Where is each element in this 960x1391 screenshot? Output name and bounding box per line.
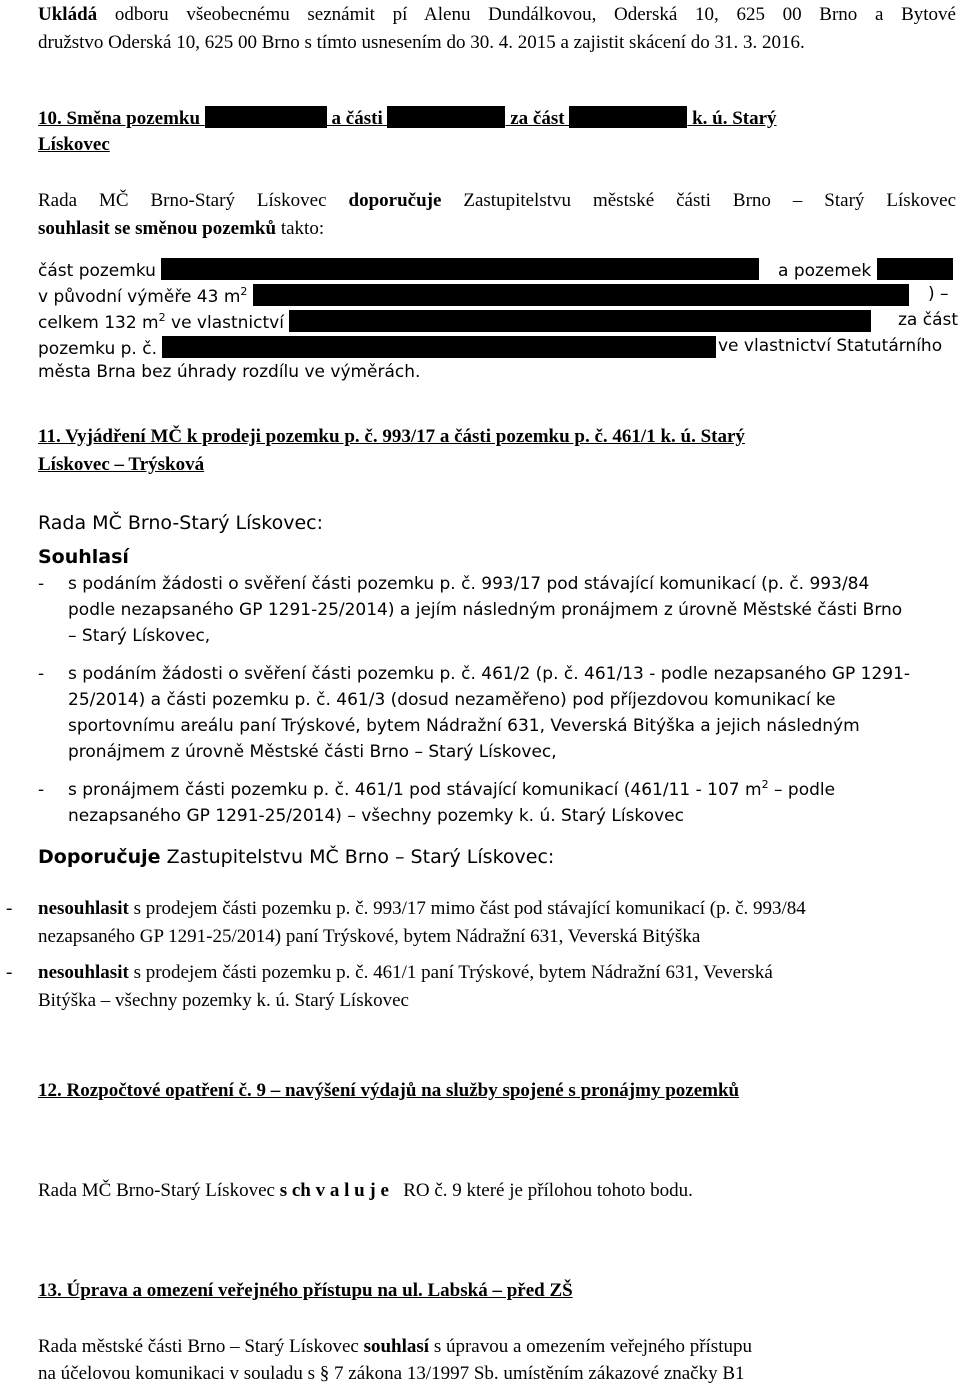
sec10-line-1 xyxy=(38,258,759,281)
text: ve vlastnictví xyxy=(165,313,284,333)
bold-text: s ch v a l u j e xyxy=(279,1180,389,1201)
redaction-bar xyxy=(161,258,759,280)
text: s úpravou a omezením veřejného přístupu xyxy=(429,1336,752,1357)
heading-part: a části xyxy=(331,108,383,129)
sec13-line-2: na účelovou komunikaci v souladu s § 7 zákona 13/1997 Sb. umístěním zákazové značky B1 xyxy=(38,1363,745,1384)
bold-text: souhlasit se směnou pozemků xyxy=(38,218,277,239)
sec10-line-5: města Brna bez úhrady rozdílu ve výměrách. xyxy=(38,362,421,382)
intro-text: odboru všeobecnému seznámit pí Alenu Dundálkovou, Oderská 10, 625 00 Brno a Bytové xyxy=(97,4,956,25)
redaction-bar xyxy=(289,310,871,332)
c2-line-2: Bitýška – všechny pozemky k. ú. Starý Lískovec xyxy=(38,990,409,1011)
sec13-line-1 xyxy=(38,1336,752,1358)
redaction-bar xyxy=(162,336,716,358)
sec11-souhlasi: Souhlasí xyxy=(38,546,129,568)
bold-text: souhlasí xyxy=(363,1336,430,1357)
bold-text: nesouhlasit xyxy=(38,898,129,919)
text: takto: xyxy=(280,218,325,239)
bullet-2-line-1: s podáním žádosti o svěření části pozemku p. č. 461/2 (p. č. 461/13 - podle nezapsaného GP 1291- xyxy=(68,664,911,684)
text: a pozemek xyxy=(778,261,872,281)
bullet-dash: - xyxy=(38,574,45,594)
sec10-line-3-end: za část xyxy=(898,310,959,330)
sec10-para-1 xyxy=(38,190,956,212)
text: RO č. 9 které je přílohou tohoto bodu. xyxy=(388,1180,693,1201)
bold-text: Doporučuje xyxy=(38,846,161,868)
bullet-1-line-2: podle nezapsaného GP 1291-25/2014) a jejím následným pronájmem z úrovně Městské části Brno xyxy=(68,600,903,620)
section-12-heading: 12. Rozpočtové opatření č. 9 – navýšení výdajů na služby spojené s pronájmy pozemků xyxy=(38,1080,740,1101)
text: pozemku p. č. xyxy=(38,339,157,359)
intro-line-1 xyxy=(38,4,956,26)
redaction-bar xyxy=(387,106,505,128)
sec10-line-2-end: ) – xyxy=(928,284,949,304)
bullet-dash: - xyxy=(6,962,13,983)
section-10-heading xyxy=(38,106,777,130)
bullet-1-line-3: – Starý Lískovec, xyxy=(68,626,211,646)
bullet-2-line-4: pronájmem z úrovně Městské části Brno – Starý Lískovec, xyxy=(68,742,557,762)
text: s pronájmem části pozemku p. č. 461/1 pod stávající komunikací (461/11 - 107 m xyxy=(68,780,762,800)
text: v původní výměře 43 m xyxy=(38,287,241,307)
text: část pozemku xyxy=(38,261,156,281)
bullet-1-line-1: s podáním žádosti o svěření části pozemku p. č. 993/17 pod stávající komunikací (p. č. 993/84 xyxy=(68,574,870,594)
superscript: 2 xyxy=(761,778,769,791)
bullet-3-line-1 xyxy=(68,780,835,800)
c1-line-1 xyxy=(38,898,806,920)
redaction-bar xyxy=(569,106,687,128)
intro-bold: Ukládá xyxy=(38,4,98,25)
sec10-line-3 xyxy=(38,310,871,333)
text: s prodejem části pozemku p. č. 993/17 mimo část pod stávající komunikací (p. č. 993/84 xyxy=(128,898,806,919)
text: – podle xyxy=(768,780,836,800)
text: Rada MČ Brno-Starý Lískovec xyxy=(38,190,327,211)
sec12-para xyxy=(38,1180,693,1202)
bullet-2-line-3: sportovnímu areálu paní Trýskové, bytem Nádražní 631, Veverská Bitýška a jejich následným xyxy=(68,716,860,736)
intro-line-2: družstvo Oderská 10, 625 00 Brno s tímto usnesením do 30. 4. 2015 a zajistit skácení do 31. 3. 2016. xyxy=(38,32,805,53)
redaction-bar xyxy=(253,284,909,306)
text: s prodejem části pozemku p. č. 461/1 paní Trýskové, bytem Nádražní 631, Veverská xyxy=(128,962,773,983)
sec10-line-1-end xyxy=(778,258,953,281)
bold-text: doporučuje xyxy=(348,190,442,211)
superscript: 2 xyxy=(158,311,166,324)
text: Zastupitelstvu městské části Brno – Starý Lískovec xyxy=(463,190,957,211)
text: Rada městské části Brno – Starý Lískovec xyxy=(38,1336,364,1357)
sec10-line-4-end: ve vlastnictví Statutárního xyxy=(718,336,943,356)
sec10-line-2 xyxy=(38,284,909,307)
heading-part: k. ú. Starý xyxy=(692,108,777,129)
sec11-rada: Rada MČ Brno-Starý Lískovec: xyxy=(38,512,323,534)
bullet-dash: - xyxy=(38,664,45,684)
text: celkem 132 m xyxy=(38,313,159,333)
superscript: 2 xyxy=(240,285,248,298)
text: Zastupitelstvu MČ Brno – Starý Lískovec: xyxy=(160,846,555,868)
heading-part: 10. Směna pozemku xyxy=(38,108,201,129)
section-11-heading-cont: Lískovec – Trýsková xyxy=(38,454,205,475)
bullet-dash: - xyxy=(38,780,45,800)
bullet-3-line-2: nezapsaného GP 1291-25/2014) – všechny pozemky k. ú. Starý Lískovec xyxy=(68,806,684,826)
section-10-heading-cont: Lískovec xyxy=(38,134,110,155)
section-13-heading: 13. Úprava a omezení veřejného přístupu na ul. Labská – před ZŠ xyxy=(38,1280,573,1301)
bullet-dash: - xyxy=(6,898,13,919)
redaction-bar xyxy=(877,258,953,280)
redaction-bar xyxy=(205,106,327,128)
heading-part: za část xyxy=(510,108,565,129)
sec10-line-4 xyxy=(38,336,716,359)
sec11-doporucuje xyxy=(38,846,554,868)
sec10-para-2 xyxy=(38,218,324,240)
c1-line-2: nezapsaného GP 1291-25/2014) paní Trýskové, bytem Nádražní 631, Veverská Bitýška xyxy=(38,926,701,947)
section-11-heading: 11. Vyjádření MČ k prodeji pozemku p. č. 993/17 a části pozemku p. č. 461/1 k. ú. Starý xyxy=(38,426,745,447)
text: Rada MČ Brno-Starý Lískovec xyxy=(38,1180,280,1201)
bullet-2-line-2: 25/2014) a části pozemku p. č. 461/3 (dosud nezaměřeno) pod příjezdovou komunikací ke xyxy=(68,690,836,710)
c2-line-1 xyxy=(38,962,773,984)
bold-text: nesouhlasit xyxy=(38,962,129,983)
